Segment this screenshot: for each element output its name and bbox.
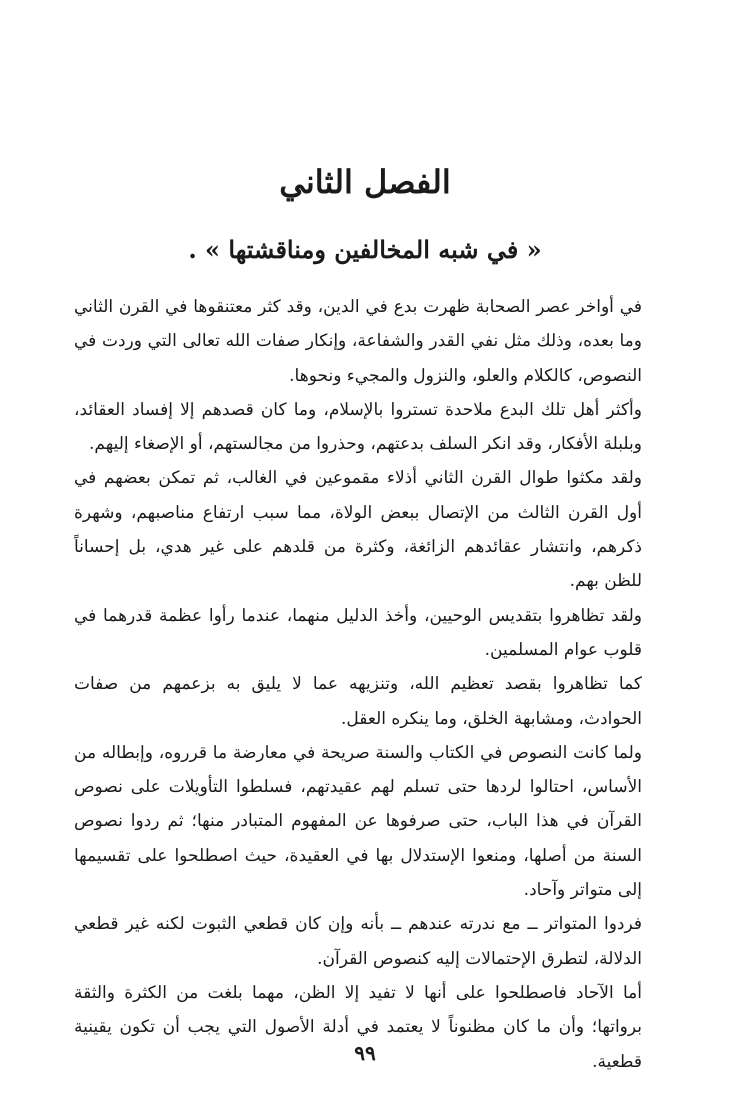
paragraph: ولقد تظاهروا بتقديس الوحيين، وأخذ الدليل منهما، عندما رأوا عظمة قدرهما في قلوب عوام المسلمين. — [74, 605, 642, 660]
paragraph: ولما كانت النصوص في الكتاب والسنة صريحة في معارضة ما قرروه، وإبطاله من الأساس، احتالوا لردها حتى تسلم لهم عقيدتهم، فسلطوا التأويلات على نصوص القرآن في هذا الباب، حتى صرفوها عن المفهوم المتبادر منها؛ ثم ردوا نصوص السنة من أصلها، ومنعوا الإستدلال بها في العقيدة، حيث اصطلحوا على تقسيمها إلى متواتر وآحاد. — [74, 742, 642, 901]
paragraph: ولقد مكثوا طوال القرن الثاني أذلاء مقموعين في الغالب، ثم تمكن بعضهم في أول القرن الثالث من الإتصال ببعض الولاة، مما سبب ارتفاع مناصبهم، وشهرة ذكرهم، وانتشار عقائدهم الزائغة، وكثرة من قلدهم على غير هدي، بل إحساناً للظن بهم. — [74, 468, 642, 592]
paragraph: أما الآحاد فاصطلحوا على أنها لا تفيد إلا الظن، مهما بلغت من الكثرة والثقة برواتها؛ وأن ما كان مظنوناً لا يعتمد في أدلة الأصول التي يجب أن تكون يقينية قطعية. — [74, 982, 642, 1072]
body-text — [74, 290, 642, 1079]
page-number: ٩٩ — [354, 1041, 376, 1065]
paragraph: وأكثر أهل تلك البدع ملاحدة تستروا بالإسلام، وما كان قصدهم إلا إفساد العقائد، وبلبلة الأفكار، وقد انكر السلف بدعتهم، وحذروا من مجالستهم، أو الإصغاء إليهم. — [74, 399, 642, 455]
chapter-subtitle: « في شبه المخالفين ومناقشتها » . — [188, 235, 542, 264]
paragraph: في أواخر عصر الصحابة ظهرت بدع في الدين، وقد كثر معتنقوها في القرن الثاني وما بعده، وذلك مثل نفي القدر والشفاعة، وإنكار صفات الله تعالى التي وردت في النصوص، كالكلام والعلو، والنزول والمجيء ونحوها. — [74, 297, 642, 386]
paragraph: كما تظاهروا بقصد تعظيم الله، وتنزيهه عما لا يليق به بزعمهم من صفات الحوادث، ومشابهة الخلق، وما ينكره العقل. — [74, 674, 642, 729]
chapter-title: الفصل الثاني — [279, 163, 451, 201]
paragraph: فردوا المتواتر ــ مع ندرته عندهم ــ بأنه وإن كان قطعي الثبوت لكنه غير قطعي الدلالة، لتطرق الإحتمالات إليه كنصوص القرآن. — [74, 914, 642, 969]
